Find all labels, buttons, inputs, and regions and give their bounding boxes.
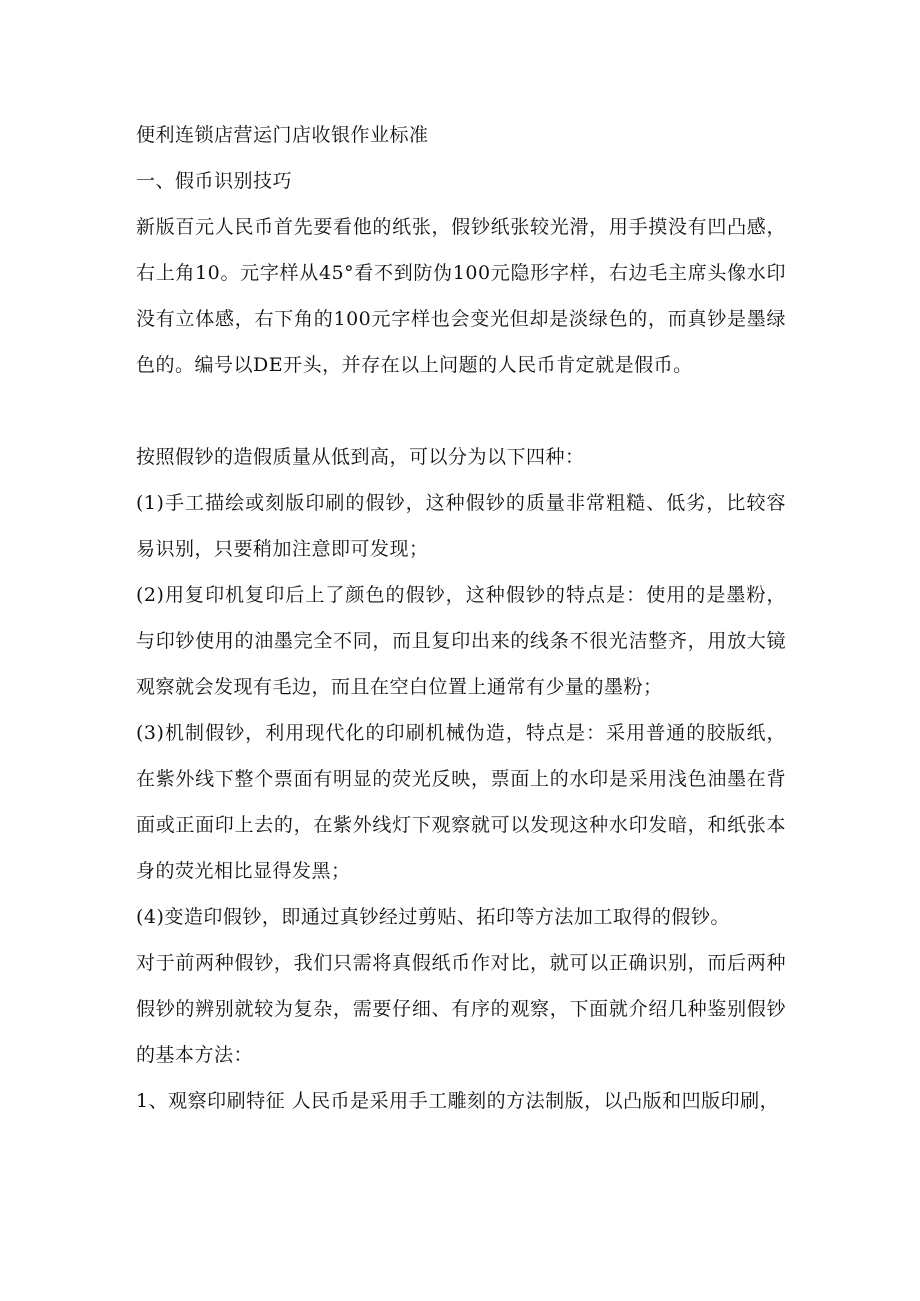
method-1-paragraph: 1、观察印刷特征 人民币是采用手工雕刻的方法制版，以凸版和凹版印刷，	[136, 1090, 780, 1112]
type-item-4: (4)变造印假钞，即通过真钞经过剪贴、拓印等方法加工取得的假钞。	[136, 906, 730, 928]
blank-line	[136, 388, 786, 434]
classification-intro: 按照假钞的造假质量从低到高，可以分为以下四种：	[136, 446, 585, 468]
intro-paragraph: 新版百元人民币首先要看他的纸张，假钞纸张较光滑，用手摸没有凹凸感，右上角10。元字样从45°看不到防伪100元隐形字样，右边毛主席头像水印没有立体感，右下角的100元字样也会变光但却是淡绿色的，而真钞是墨绿色的。编号以DE开头，并存在以上问题的人民币肯定就是假币。	[136, 216, 786, 376]
document-body	[136, 112, 786, 1124]
document-title: 便利连锁店营运门店收银作业标准	[136, 124, 429, 146]
type-item-2: (2)用复印机复印后上了颜色的假钞，这种假钞的特点是：使用的是墨粉，与印钞使用的油墨完全不同，而且复印出来的线条不很光洁整齐，用放大镜观察就会发现有毛边，而且在空白位置上通常有少量的墨粉；	[136, 584, 786, 698]
comparison-paragraph: 对于前两种假钞，我们只需将真假纸币作对比，就可以正确识别，而后两种假钞的辨别就较为复杂，需要仔细、有序的观察，下面就介绍几种鉴别假钞的基本方法：	[136, 952, 786, 1066]
type-item-3: (3)机制假钞，利用现代化的印刷机械伪造，特点是：采用普通的胶版纸，在紫外线下整个票面有明显的荧光反映，票面上的水印是采用浅色油墨在背面或正面印上去的，在紫外线灯下观察就可以发现这种水印发暗，和纸张本身的荧光相比显得发黑；	[136, 722, 786, 882]
section-heading: 一、假币识别技巧	[136, 170, 293, 192]
type-item-1: (1)手工描绘或刻版印刷的假钞，这种假钞的质量非常粗糙、低劣，比较容易识别，只要稍加注意即可发现；	[136, 492, 786, 560]
